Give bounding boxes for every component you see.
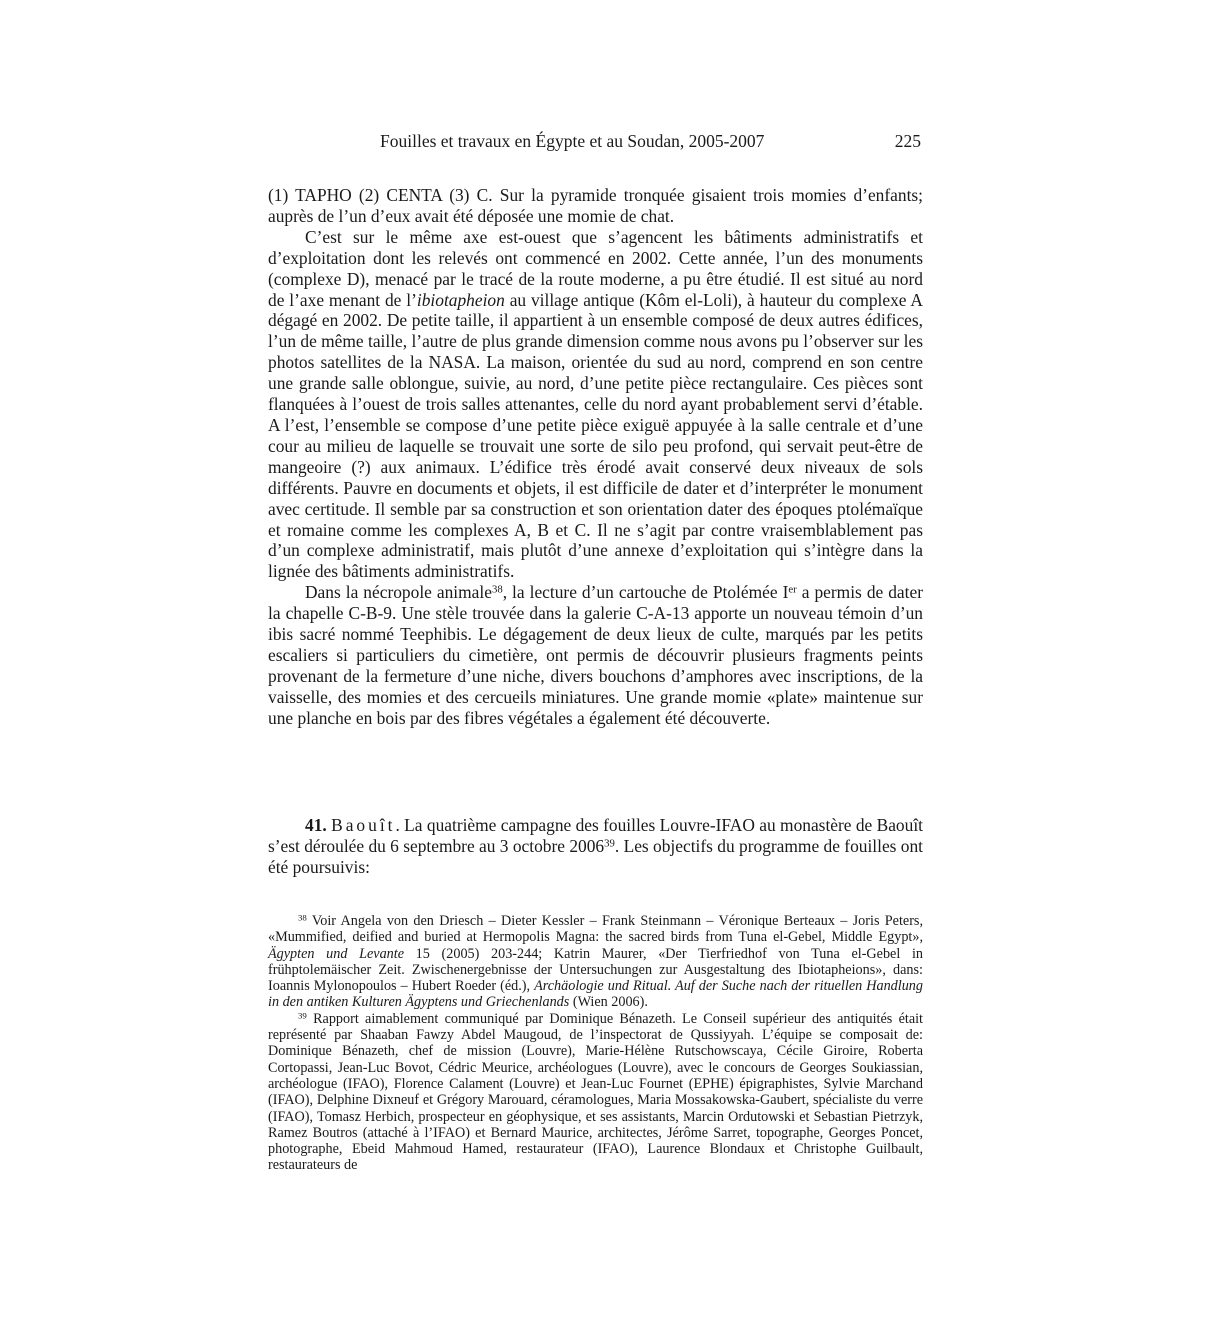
- paragraph-text: a permis de dater la chapelle C-B-9. Une stèle trouvée dans la galerie C-A-13 apporte un nouveau témoin d’un ibis sacré nommé Teephibis. Le dégagement de deux lieux de culte, marqués par les petits escaliers si particuliers du cimetière, ont permis de découvrir plusieurs fragments peints provenant de la fermeture d’une niche, divers bouchons d’amphores avec inscriptions, de la vaisselle, des momies et des cercueils miniatures. Une grande momie «plate» maintenue sur une planche en bois par des fibres végétales a également été découverte.: [268, 582, 923, 728]
- footnote-ref-38[interactable]: 38: [491, 583, 503, 596]
- footnotes: [268, 913, 923, 1174]
- footnote-text: Voir Angela von den Driesch – Dieter Kessler – Frank Steinmann – Véronique Berteaux – Joris Peters, «Mummified, deified and buried at Hermopolis Magna: the sacred birds from Tuna el-Gebel, Middle Egypt»,: [268, 913, 923, 946]
- italic-term: ibiotapheion: [416, 289, 505, 310]
- paragraph-text: au village antique (Kôm el-Loli), à hauteur du complexe A dégagé en 2002. De petite taille, il appartient à un ensemble composé de deux autres édifices, l’un de même taille, l’autre de plus grande dimension comme nous avons pu l’observer sur les photos satellites de la NASA. La maison, orientée du sud au nord, comprend en son centre une grande salle oblongue, suivie, au nord, d’une petite pièce rectangulaire. Ces pièces sont flanquées à l’ouest de trois salles attenantes, celle du nord ayant probablement servi d’étable. A l’est, l’ensemble se compose d’une petite pièce exiguë appuyée à la salle centrale et d’une cour au milieu de laquelle se trouvait une sorte de silo peu profond, qui servait peut-être de mangeoire (?) aux animaux. L’édifice très érodé avait conservé deux niveaux de sols différents. Pauvre en documents et objets, il est difficile de dater et d’interpréter le monument avec certitude. Il semble par sa construction et son orientation dater des époques ptolémaïque et romaine comme les complexes A, B et C. Il ne s’agit par contre vraisemblablement pas d’un complexe administratif, mais plutôt d’une annexe d’exploitation qui s’intègre dans la lignée des bâtiments administratifs.: [268, 289, 923, 582]
- footnote-number: 39: [298, 1010, 307, 1021]
- section-number: 41.: [305, 815, 327, 835]
- paragraph-text: Dans la nécropole animale: [305, 582, 492, 603]
- running-header: [268, 131, 923, 155]
- footnote-text: Rapport aimablement communiqué par Dominique Bénazeth. Le Conseil supérieur des antiquités était représenté par Shaaban Fawzy Abdel Maugoud, de l’inspectorat de Qussiyyah. L’équipe se composait de: Dominique Bénazeth, chef de mission (Louvre), Marie-Hélène Rutschowscaya, Cécile Giroire, Roberta Cortopassi, Jean-Luc Bovot, Cédric Meurice, archéologues (Louvre), avec le concours de Georges Soukiassian, archéologue (IFAO), Florence Calament (Louvre) et Jean-Luc Fournet (EPHE) épigraphistes, Sylvie Marchand (IFAO), Delphine Dixneuf et Grégory Marouard, céramologues, Maria Mossakowska-Gaubert, spécialiste du verre (IFAO), Tomasz Herbich, prospecteur en géophysique, et ses assistants, Marcin Ordutowski et Sebastian Pietrzyk, Ramez Boutros (attaché à l’IFAO) et Bernard Maurice, architectes, Jérôme Sarret, topographe, Georges Poncet, photographe, Ebeid Mahmoud Hamed, restaurateur (IFAO), Laurence Blondaux et Christophe Guilbault, restaurateurs de: [268, 1010, 923, 1174]
- section-41-paragraph: [268, 815, 923, 878]
- paragraph-text: (1) TAPHO (2) CENTA (3) C. Sur la pyramide tronquée gisaient trois momies d’enfants; auprès de l’un d’eux avait été déposée une momie de chat.: [268, 185, 923, 226]
- page-number: 225: [894, 131, 921, 151]
- journal-title: Ägypten und Levante: [268, 945, 405, 962]
- paragraph-text: . La quatrième campagne des fouilles Louvre-IFAO au monastère de Baouît s’est déroulée du 6 septembre au 3 octobre 2006: [268, 815, 923, 856]
- footnote-39: [268, 1011, 923, 1174]
- footnote-text: (Wien 2006).: [569, 994, 648, 1011]
- paragraph-text: C’est sur le même axe est-ouest que s’agencent les bâtiments administratifs et d’exploitation dont les relevés ont commencé en 2002. Cette année, l’un des monuments (complexe D), menacé par le tracé de la route moderne, a pu être étudié. Il est situé au nord de l’axe menant de l’: [268, 226, 923, 310]
- main-text: [268, 185, 923, 729]
- paragraph-text: . Les objectifs du programme de fouilles ont été poursuivis:: [268, 835, 924, 877]
- paragraph-buildings: [268, 227, 923, 582]
- paragraph-text: , la lecture d’un cartouche de Ptolémée I: [502, 582, 789, 603]
- running-title: Fouilles et travaux en Égypte et au Soudan, 2005-2007: [380, 131, 765, 151]
- site-name: Baouît: [331, 815, 396, 835]
- section-41: [268, 815, 923, 878]
- book-title: Archäologie und Ritual. Auf der Suche nach der rituellen Handlung in den antiken Kulturen Ägyptens und Griechenlands: [268, 978, 923, 1011]
- paragraph-necropolis: [268, 582, 923, 728]
- ordinal-superscript: er: [788, 583, 797, 596]
- footnote-text: 15 (2005) 203-244; Katrin Maurer, «Der Tierfriedhof von Tuna el-Gebel in frühptolemäischer Zeit. Zwischenergebnisse der Untersuchungen zur Ausgestaltung des Ibiotapheions», dans: Ioannis Mylonopoulos – Hubert Roeder (éd.),: [268, 945, 923, 995]
- footnote-38: [268, 913, 923, 1011]
- paragraph-tapho: [268, 185, 923, 227]
- footnote-number: 38: [298, 912, 307, 923]
- footnote-ref-39[interactable]: 39: [604, 837, 615, 850]
